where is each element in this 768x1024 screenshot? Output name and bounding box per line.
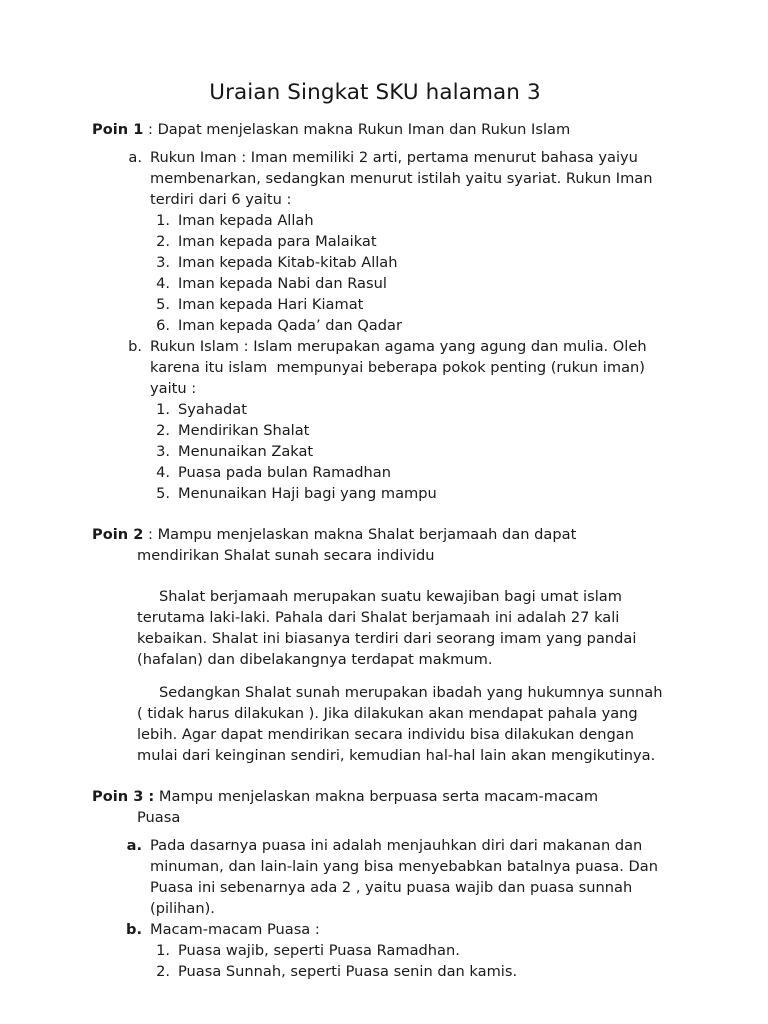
list-item xyxy=(0,252,768,273)
section-poin-1 xyxy=(0,119,768,504)
list-item-text: Syahadat xyxy=(178,400,247,418)
list-marker: 1. xyxy=(156,211,170,229)
list-marker: b. xyxy=(128,337,142,355)
list-marker: 2. xyxy=(156,962,170,980)
list-item xyxy=(0,273,768,294)
list-item xyxy=(0,231,768,252)
spacer xyxy=(0,504,768,524)
list-marker: 1. xyxy=(156,400,170,418)
list-marker: 3. xyxy=(156,442,170,460)
section-separator: : xyxy=(143,120,158,138)
list-item xyxy=(0,961,768,982)
list-item-text: Iman kepada Hari Kiamat xyxy=(178,295,364,313)
list-marker: 2. xyxy=(156,232,170,250)
body-paragraph: Sedangkan Shalat sunah merupakan ibadah yang hukumnya sunnah ( tidak harus dilakukan ). Jika dilakukan akan mendapat pahala yang lebih. Agar dapat mendirikan secara individu bisa dilakukan dengan mulai dari keinginan sendiri, kemudian hal-hal lain akan mengikutinya. xyxy=(137,683,663,764)
list-marker: 1. xyxy=(156,941,170,959)
list-item-text: Pada dasarnya puasa ini adalah menjauhkan diri dari makanan dan minuman, dan lain-lain yang bisa menyebabkan batalnya puasa. Dan Puasa ini sebenarnya ada 2 , yaitu puasa wajib dan puasa sunnah (pilihan). xyxy=(150,836,658,917)
section-heading-continuation: Puasa xyxy=(137,808,181,826)
list-item xyxy=(0,441,768,462)
list-marker: 4. xyxy=(156,463,170,481)
list-marker: 6. xyxy=(156,316,170,334)
section-label: Poin 2 xyxy=(92,525,144,543)
list-marker: b. xyxy=(126,920,142,938)
section-heading xyxy=(0,119,768,140)
list-marker: 5. xyxy=(156,484,170,502)
spacer xyxy=(0,566,768,586)
list-item-text: Menunaikan Haji bagi yang mampu xyxy=(178,484,437,502)
list-item-text: Iman kepada Allah xyxy=(178,211,314,229)
spacer xyxy=(0,670,768,682)
list-marker: 4. xyxy=(156,274,170,292)
list-item xyxy=(0,399,768,420)
list-item xyxy=(0,147,768,210)
list-marker: 3. xyxy=(156,253,170,271)
list-item-text: Menunaikan Zakat xyxy=(178,442,314,460)
section-heading xyxy=(0,786,768,828)
spacer xyxy=(0,828,768,835)
section-label: Poin 3 : xyxy=(92,787,155,805)
list-item-text: Rukun Islam : Islam merupakan agama yang agung dan mulia. Oleh karena itu islam mempunyai beberapa pokok penting (rukun iman) yaitu : xyxy=(150,337,652,397)
list-item-text: Iman kepada Kitab-kitab Allah xyxy=(178,253,398,271)
list-item xyxy=(0,940,768,961)
section-heading-text: Mampu menjelaskan makna Shalat berjamaah dan dapat xyxy=(157,525,577,543)
list-item xyxy=(0,835,768,919)
page-title: Uraian Singkat SKU halaman 3 xyxy=(209,80,541,105)
section-heading xyxy=(0,524,768,566)
spacer xyxy=(0,107,768,119)
list-item-text: Puasa wajib, seperti Puasa Ramadhan. xyxy=(178,941,460,959)
list-item-text: Rukun Iman : Iman memiliki 2 arti, pertama menurut bahasa yaiyu membenarkan, sedangkan menurut istilah yaitu syariat. Rukun Iman terdiri dari 6 yaitu : xyxy=(150,148,653,208)
spacer xyxy=(0,140,768,147)
list-item xyxy=(0,210,768,231)
section-poin-3 xyxy=(0,786,768,982)
list-marker: 2. xyxy=(156,421,170,439)
section-heading-text: Mampu menjelaskan makna berpuasa serta macam-macam xyxy=(158,787,599,805)
section-label: Poin 1 xyxy=(92,120,144,138)
list-item xyxy=(0,294,768,315)
list-item-text: Iman kepada Nabi dan Rasul xyxy=(178,274,387,292)
list-item-text: Iman kepada para Malaikat xyxy=(178,232,377,250)
spacer xyxy=(0,766,768,786)
list-item xyxy=(0,462,768,483)
list-item-text: Iman kepada Qada’ dan Qadar xyxy=(178,316,402,334)
section-separator: : xyxy=(143,525,158,543)
body-paragraph: Shalat berjamaah merupakan suatu kewajiban bagi umat islam terutama laki-laki. Pahala dari Shalat berjamaah ini adalah 27 kali kebaikan. Shalat ini biasanya terdiri dari seorang imam yang pandai (hafalan) dan dibelakangnya terdapat makmum. xyxy=(137,587,637,668)
list-item xyxy=(0,420,768,441)
list-marker: a. xyxy=(128,148,142,166)
list-item-text: Puasa Sunnah, seperti Puasa senin dan kamis. xyxy=(178,962,518,980)
list-item-text: Mendirikan Shalat xyxy=(178,421,310,439)
list-marker: 5. xyxy=(156,295,170,313)
section-heading-text: Dapat menjelaskan makna Rukun Iman dan Rukun Islam xyxy=(157,120,571,138)
list-item-text: Macam-macam Puasa : xyxy=(150,920,320,938)
list-item xyxy=(0,919,768,940)
list-item xyxy=(0,315,768,336)
section-poin-2 xyxy=(0,524,768,766)
list-item xyxy=(0,483,768,504)
section-heading-continuation: mendirikan Shalat sunah secara individu xyxy=(137,546,435,564)
list-item xyxy=(0,336,768,399)
list-item-text: Puasa pada bulan Ramadhan xyxy=(178,463,391,481)
list-marker: a. xyxy=(126,836,142,854)
